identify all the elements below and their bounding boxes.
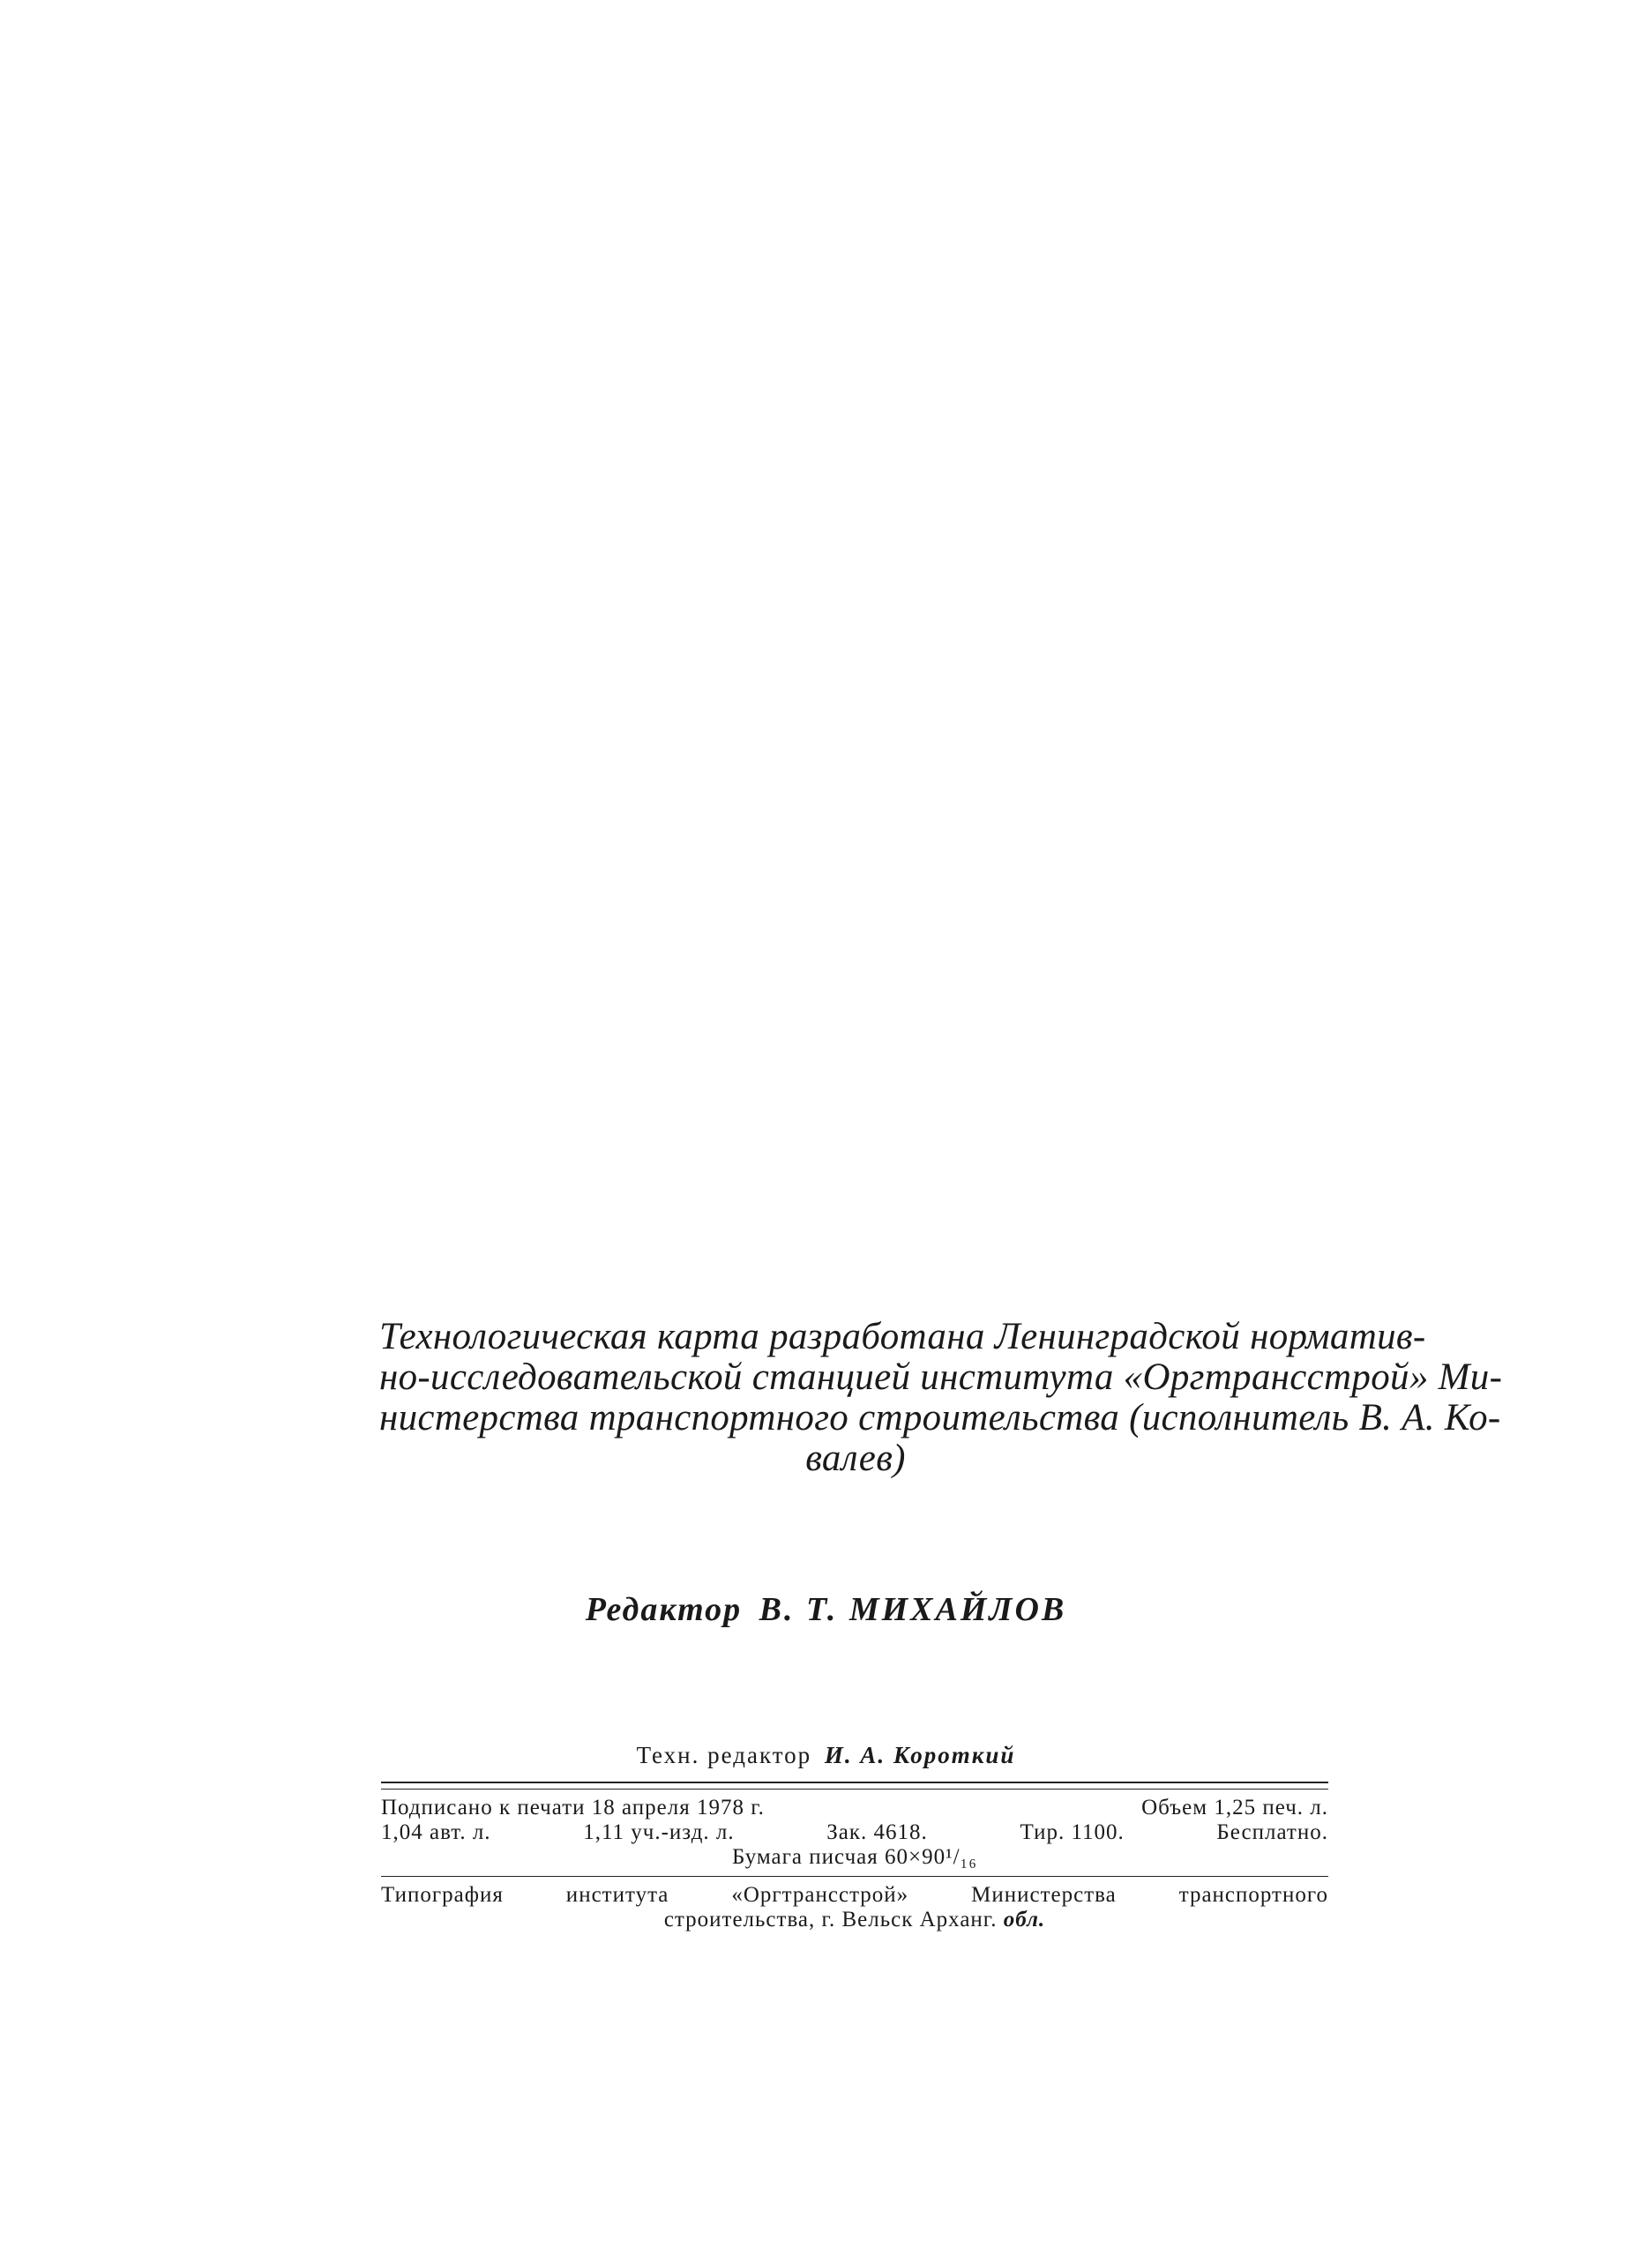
credits-line-2: но-исследовательской станцией института «Оргтрансстрой» Ми- xyxy=(379,1356,1503,1398)
printer-region: обл. xyxy=(1003,1908,1046,1931)
editor-line xyxy=(0,1590,1652,1629)
credits-paragraph xyxy=(379,1316,1503,1479)
printer-line-1: Типография института «Оргтрансстрой» Министерства транспортного xyxy=(381,1883,1328,1907)
imprint-price: Бесплатно. xyxy=(1216,1820,1328,1844)
printer-block xyxy=(381,1883,1328,1932)
imprint-print-run: Тир. 1100. xyxy=(1020,1820,1125,1844)
imprint-signed: Подписано к печати 18 апреля 1978 г. xyxy=(381,1796,765,1819)
printer-line-2 xyxy=(381,1908,1328,1932)
imprint-row-3 xyxy=(381,1845,1328,1870)
tech-editor-line xyxy=(0,1742,1652,1769)
divider-rule xyxy=(381,1876,1328,1877)
divider-rule xyxy=(381,1789,1328,1790)
tech-editor-label: Техн. редактор xyxy=(636,1742,812,1768)
editor-name: В. Т. МИХАЙЛОВ xyxy=(759,1591,1067,1628)
printer-city: строительства, г. Вельск Арханг. xyxy=(663,1908,998,1931)
imprint-volume: Объем 1,25 печ. л. xyxy=(1141,1796,1328,1819)
credits-line-4: валев) xyxy=(805,1438,906,1479)
imprint-row-2 xyxy=(381,1820,1328,1845)
credits-line-1: Технологическая карта разработана Ленинградской норматив- xyxy=(379,1316,1426,1357)
imprint-publisher-sheets: 1,11 уч.-изд. л. xyxy=(583,1820,735,1844)
tech-editor-name: И. А. Короткий xyxy=(824,1742,1016,1768)
editor-label: Редактор xyxy=(585,1591,743,1628)
credits-line-3: нистерства транспортного строительства (исполнитель В. А. Ко- xyxy=(379,1397,1501,1438)
imprint-paper: Бумага писчая 60×90¹/₁₆ xyxy=(732,1845,977,1869)
imprint-author-sheets: 1,04 авт. л. xyxy=(381,1820,491,1844)
imprint-order: Зак. 4618. xyxy=(826,1820,928,1844)
imprint-block xyxy=(381,1796,1328,1870)
imprint-row-1 xyxy=(381,1796,1328,1820)
divider-rule xyxy=(381,1782,1328,1783)
